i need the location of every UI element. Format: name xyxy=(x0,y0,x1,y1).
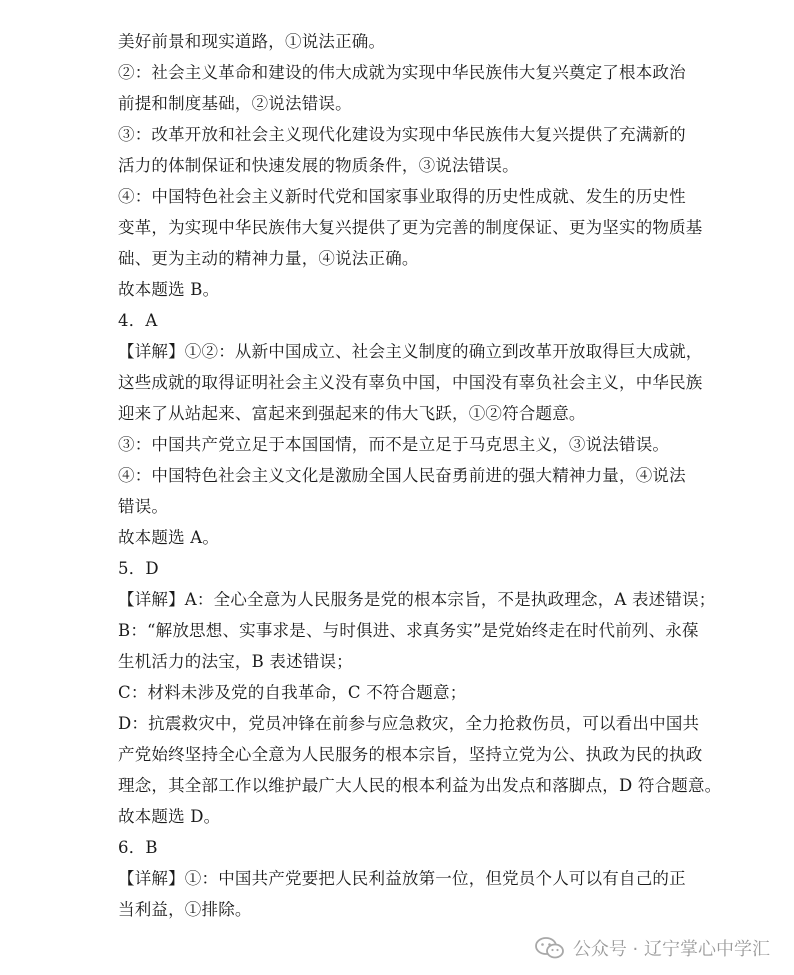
text-line: 这些成就的取得证明社会主义没有辜负中国，中国没有辜负社会主义，中华民族 xyxy=(118,373,703,392)
text-line: 前提和制度基础，②说法错误。 xyxy=(118,94,352,113)
answer-conclusion: 故本题选 B。 xyxy=(118,280,220,299)
question-number: 6．B xyxy=(118,838,158,857)
answer-conclusion: 故本题选 A。 xyxy=(118,528,220,547)
text-line: 变革，为实现中华民族伟大复兴提供了更为完善的制度保证、更为坚实的物质基 xyxy=(118,218,703,237)
text-line: 础、更为主动的精神力量，④说法正确。 xyxy=(118,249,419,268)
text-line: 迎来了从站起来、富起来到强起来的伟大飞跃，①②符合题意。 xyxy=(118,404,586,423)
text-line: ④：中国特色社会主义新时代党和国家事业取得的历史性成就、发生的历史性 xyxy=(118,187,686,206)
answer-conclusion: 故本题选 D。 xyxy=(118,807,221,826)
text-line: 产党始终坚持全心全意为人民服务的根本宗旨，坚持立党为公、执政为民的执政 xyxy=(118,745,703,764)
text-line: ④：中国特色社会主义文化是激励全国人民奋勇前进的强大精神力量，④说法 xyxy=(118,466,686,485)
text-line: ②：社会主义革命和建设的伟大成就为实现中华民族伟大复兴奠定了根本政治 xyxy=(118,63,686,82)
document-body xyxy=(118,26,722,925)
wechat-icon xyxy=(535,936,565,960)
text-line: 理念，其全部工作以维护最广大人民的根本利益为出发点和落脚点，D 符合题意。 xyxy=(118,776,722,795)
text-line: ③：改革开放和社会主义现代化建设为实现中华民族伟大复兴提供了充满新的 xyxy=(118,125,686,144)
text-line: 【详解】①：中国共产党要把人民利益放第一位，但党员个人可以有自己的正 xyxy=(118,869,686,888)
text-line: 【详解】①②：从新中国成立、社会主义制度的确立到改革开放取得巨大成就， xyxy=(118,342,703,361)
text-line: 生机活力的法宝，B 表述错误； xyxy=(118,652,353,671)
text-line: 【详解】A：全心全意为人民服务是党的根本宗旨，不是执政理念，A 表述错误； xyxy=(118,590,716,609)
text-line: 当利益，①排除。 xyxy=(118,900,252,919)
text-line: 活力的体制保证和快速发展的物质条件，③说法错误。 xyxy=(118,156,519,175)
text-line: 美好前景和现实道路，①说法正确。 xyxy=(118,32,386,51)
text-line: B：“解放思想、实事求是、与时俱进、求真务实”是党始终走在时代前列、永葆 xyxy=(118,621,699,640)
text-line: ③：中国共产党立足于本国国情，而不是立足于马克思主义，③说法错误。 xyxy=(118,435,670,454)
text-line: 错误。 xyxy=(118,497,169,516)
question-number: 5．D xyxy=(118,559,159,578)
question-number: 4．A xyxy=(118,311,158,330)
text-line: C：材料未涉及党的自我革命，C 不符合题意； xyxy=(118,683,467,702)
text-line: D：抗震救灾中，党员冲锋在前参与应急救灾，全力抢救伤员，可以看出中国共 xyxy=(118,714,700,733)
watermark-text: 公众号 · 辽宁掌心中学汇 xyxy=(572,939,770,960)
watermark-footer xyxy=(535,935,770,961)
